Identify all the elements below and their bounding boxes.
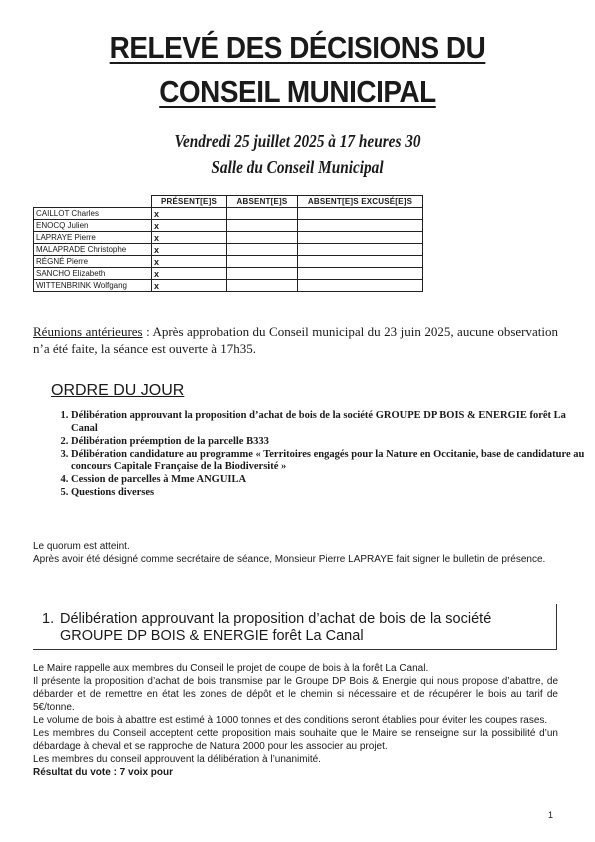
table-row [34, 268, 423, 280]
present-mark: x [152, 208, 227, 220]
table-row [34, 256, 423, 268]
excused-mark [298, 244, 423, 256]
present-mark: x [152, 232, 227, 244]
member-name: SANCHO Elizabeth [34, 268, 152, 280]
body-paragraph: Les membres du Conseil acceptent cette proposition mais souhaite que le Maire se renseigne sur la possibilité d’un débardage à cheval et se rapproche de Natura 2000 pour les associer au projet. [33, 728, 558, 752]
attendance-header-absent: ABSENT[E]S [227, 196, 298, 208]
excused-mark [298, 280, 423, 292]
previous-meetings-text: : Après approbation du Conseil municipal du 23 juin 2025, aucune observation n’a été faite, la séance est ouverte à 17h35. [33, 324, 558, 356]
attendance-header-blank [34, 196, 152, 208]
table-row [34, 232, 423, 244]
table-row [34, 244, 423, 256]
agenda-item: 2. Délibération préemption de la parcelle B333 [71, 436, 591, 449]
vote-result: Résultat du vote : 7 voix pour [33, 767, 174, 778]
section-number: 1. [42, 611, 55, 627]
absent-mark [227, 280, 298, 292]
body-paragraph: Le volume de bois à abattre est estimé à 1000 tonnes et des conditions seront établies pour éviter les coupes rases. [33, 715, 548, 726]
member-name: MALAPRADE Christophe [34, 244, 152, 256]
excused-mark [298, 268, 423, 280]
table-row [34, 208, 423, 220]
section-title-line2: GROUPE DP BOIS & ENERGIE forêt La Canal [60, 628, 364, 644]
attendance-table [33, 195, 423, 292]
excused-mark [298, 220, 423, 232]
absent-mark [227, 256, 298, 268]
absent-mark [227, 208, 298, 220]
body-paragraph: Les membres du conseil approuvent la délibération à l’unanimité. [33, 754, 321, 765]
section-heading [42, 611, 552, 645]
member-name: RÉGNÉ Pierre [34, 256, 152, 268]
excused-mark [298, 232, 423, 244]
attendance-header-present: PRÉSENT[E]S [152, 196, 227, 208]
excused-mark [298, 256, 423, 268]
previous-meetings-paragraph [33, 323, 558, 357]
present-mark: x [152, 220, 227, 232]
page-title-line2: CONSEIL MUNICIPAL [159, 74, 436, 109]
agenda-item: 5. Questions diverses [71, 487, 591, 500]
absent-mark [227, 268, 298, 280]
absent-mark [227, 232, 298, 244]
present-mark: x [152, 244, 227, 256]
present-mark: x [152, 280, 227, 292]
member-name: LAPRAYE Pierre [34, 232, 152, 244]
agenda-item: 3. Délibération candidature au programme « Territoires engagés pour la Nature en Occitanie, base de candidature au concours Capitale Française de la Biodiversité » [71, 449, 591, 474]
member-name: ENOCQ Julien [34, 220, 152, 232]
secretary-statement: Après avoir été désigné comme secrétaire de séance, Monsieur Pierre LAPRAYE fait signer le bulletin de présence. [33, 554, 546, 565]
attendance-header-excused: ABSENT[E]S EXCUSÉ[E]S [298, 196, 423, 208]
absent-mark [227, 244, 298, 256]
agenda-item: 1. Délibération approuvant la proposition d’achat de bois de la société GROUPE DP BOIS & ENERGIE forêt La Canal [71, 410, 591, 435]
present-mark: x [152, 268, 227, 280]
body-paragraph: Il présente la proposition d’achat de bois transmise par le Groupe DP Bois & Energie qui nous propose d’abattre, de débarder et de remettre en état les zones de dépôt et le chemin si nécessaire et de récupérer le bois au tarif de 5€/tonne. [33, 676, 558, 713]
quorum-statement: Le quorum est atteint. [33, 541, 130, 552]
section-title-line1: Délibération approuvant la proposition d’achat de bois de la société [60, 611, 492, 627]
section-body [33, 662, 558, 779]
table-row [34, 220, 423, 232]
table-row [34, 280, 423, 292]
member-name: WITTENBRINK Wolfgang [34, 280, 152, 292]
meeting-date: Vendredi 25 juillet 2025 à 17 heures 30 [174, 131, 421, 151]
meeting-room: Salle du Conseil Municipal [211, 157, 384, 177]
page-title [0, 26, 595, 114]
excused-mark [298, 208, 423, 220]
member-name: CAILLOT Charles [34, 208, 152, 220]
body-paragraph: Le Maire rappelle aux membres du Conseil le projet de coupe de bois à la forêt La Canal. [33, 663, 429, 674]
agenda-list [30, 410, 591, 500]
absent-mark [227, 220, 298, 232]
previous-meetings-label: Réunions antérieures [33, 324, 143, 339]
present-mark: x [152, 256, 227, 268]
agenda-title: ORDRE DU JOUR [51, 382, 185, 399]
attendance-header-row [34, 196, 423, 208]
quorum-block [33, 540, 558, 566]
page-title-line1: RELEVÉ DES DÉCISIONS DU [109, 30, 486, 65]
page-number: 1 [548, 810, 554, 820]
agenda-item: 4. Cession de parcelles à Mme ANGUILA [71, 474, 591, 487]
